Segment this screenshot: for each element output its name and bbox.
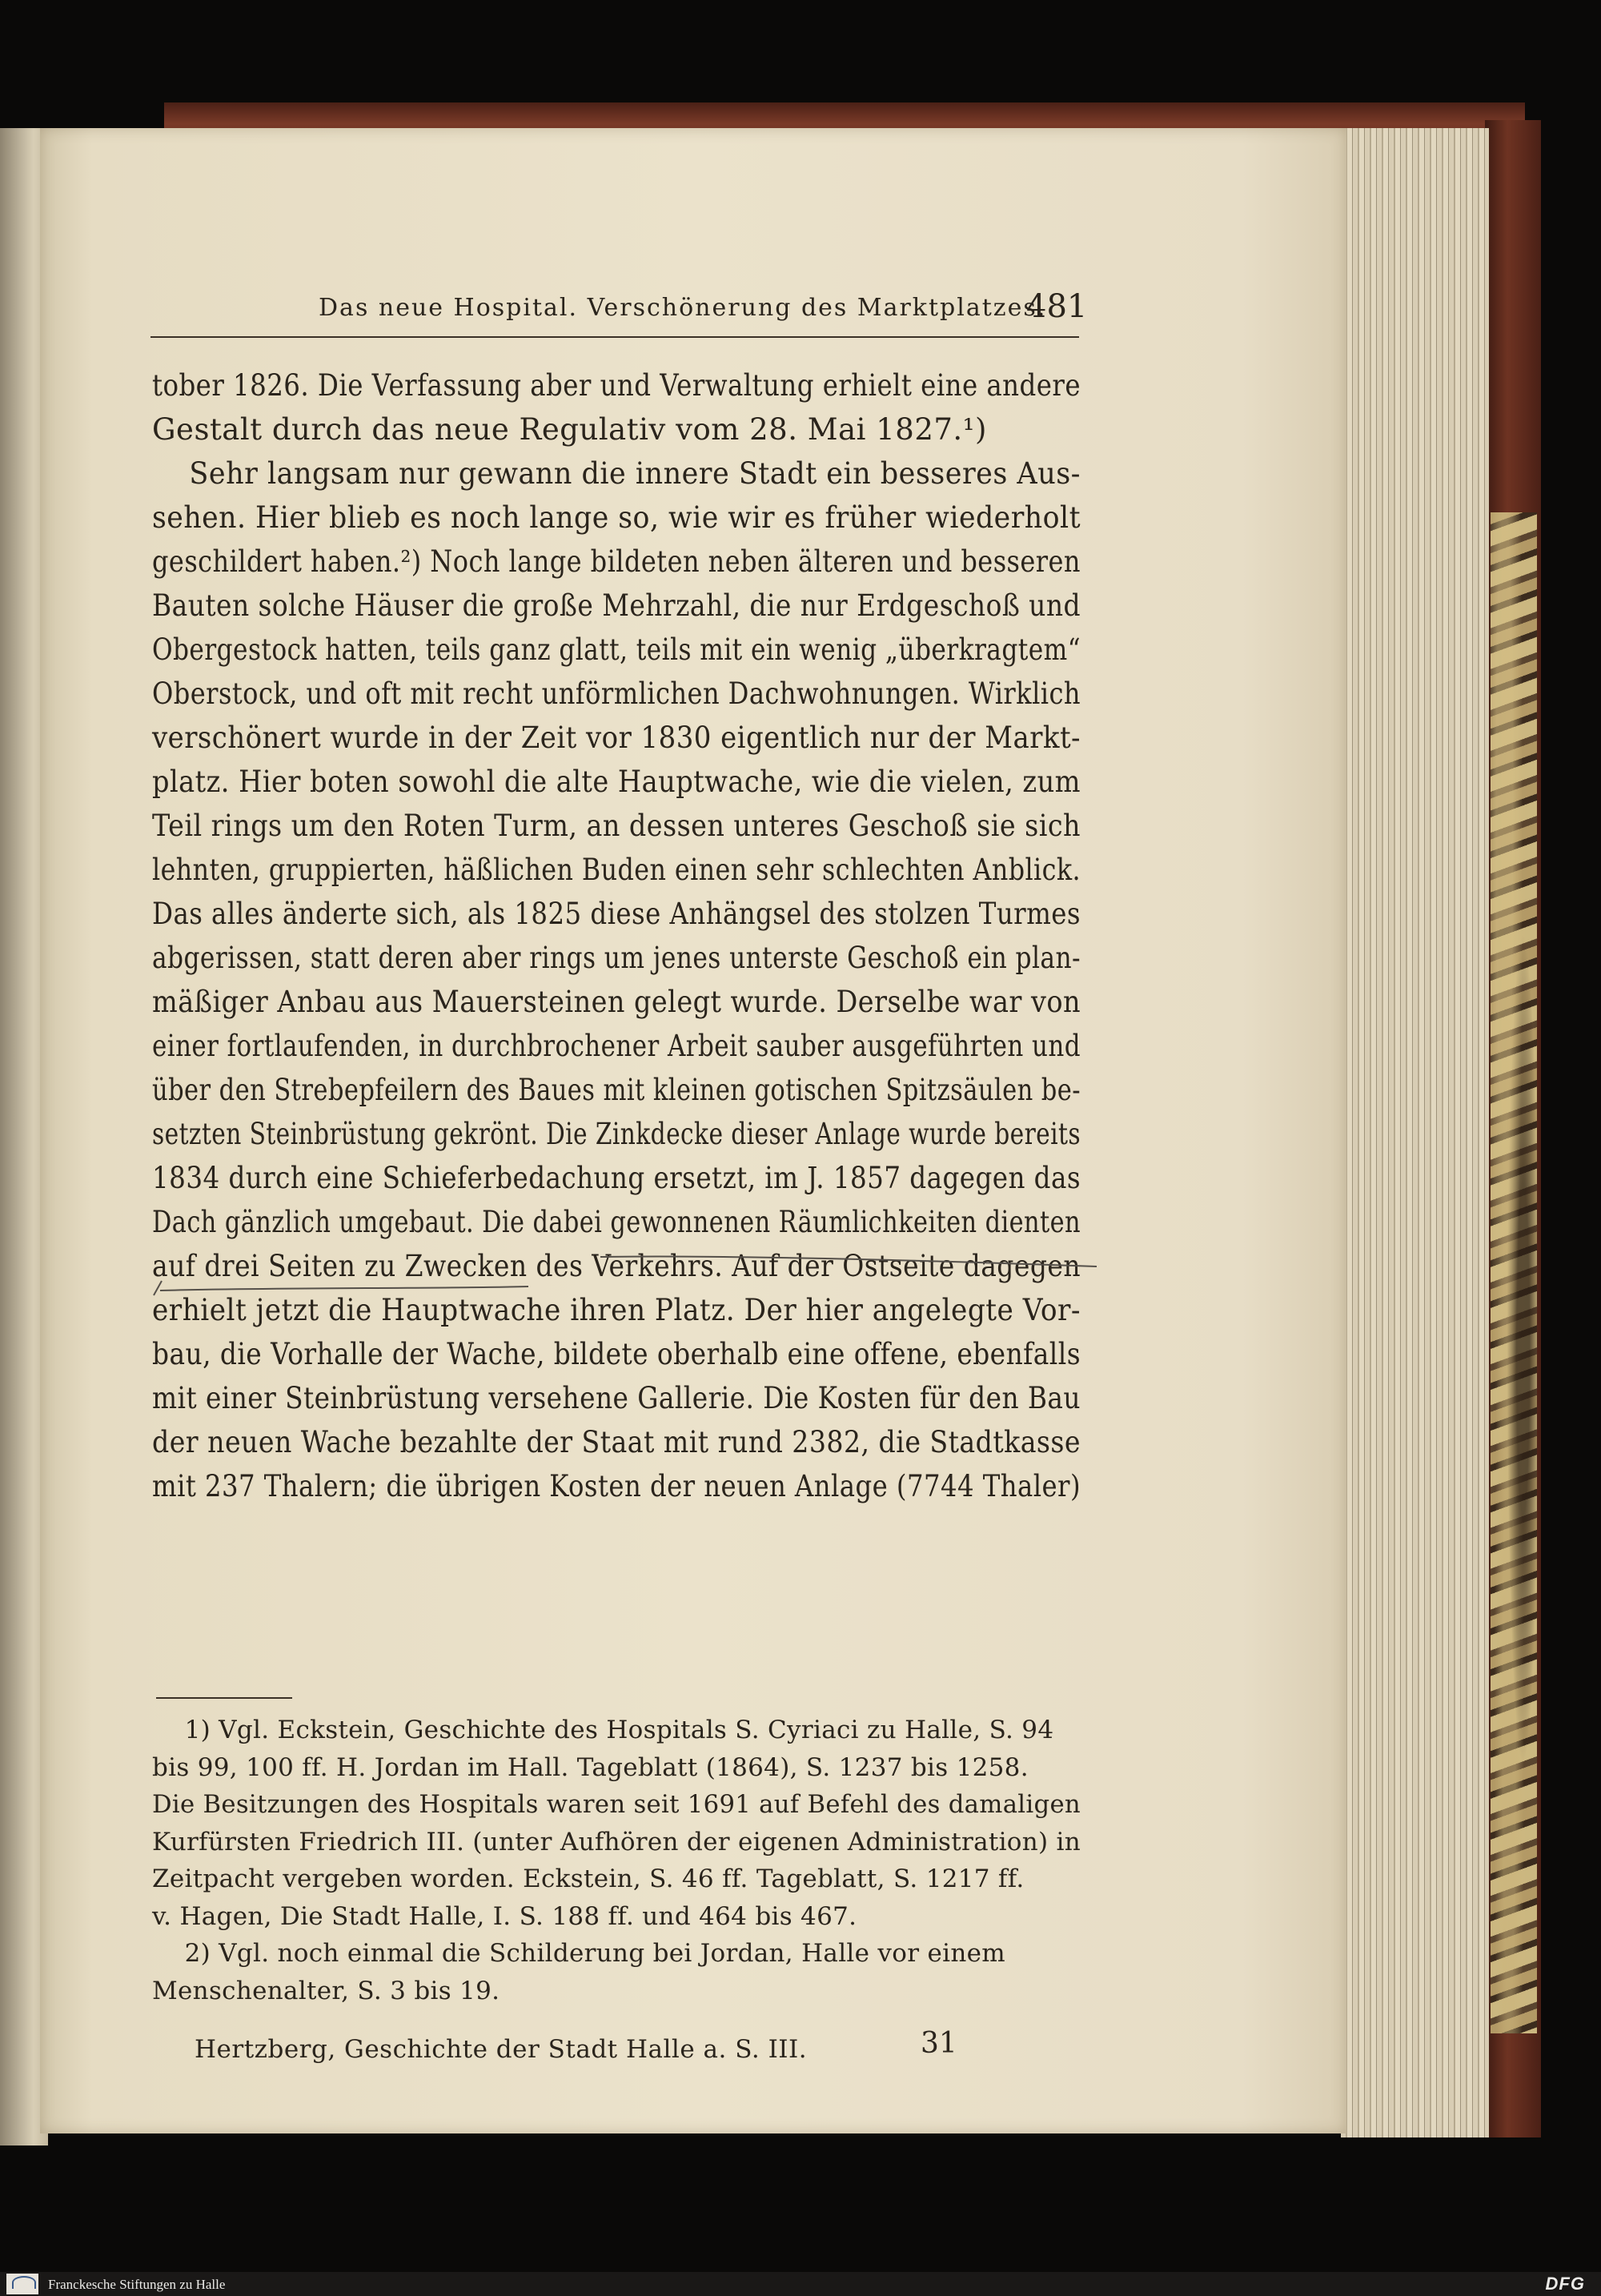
body-line: Oberstock, und oft mit recht unförmlichen Dachwohnungen. Wirklich (152, 676, 1081, 711)
body-line: Teil rings um den Roten Turm, an dessen unteres Geschoß sie sich (152, 809, 1081, 843)
pencil-underline (152, 1249, 1113, 1297)
footnote-line: Zeitpacht vergeben worden. Eckstein, S. 46 ff. Tageblatt, S. 1217 ff. (152, 1864, 1025, 1893)
body-line: Obergestock hatten, teils ganz glatt, teils mit ein wenig „überkragtem“ (152, 632, 1081, 667)
footnote-line: bis 99, 100 ff. H. Jordan im Hall. Tageblatt (1864), S. 1237 bis 1258. (152, 1752, 1029, 1782)
body-line: erhielt jetzt die Hauptwache ihren Platz. Der hier angelegte Vor- (152, 1293, 1081, 1327)
body-line: der neuen Wache bezahlte der Staat mit rund 2382, die Stadtkasse (152, 1425, 1081, 1459)
body-line: einer fortlaufenden, in durchbrochener Arbeit sauber ausgeführten und (152, 1029, 1081, 1063)
body-line: über den Strebepfeilern des Baues mit kleinen gotischen Spitzsäulen be- (152, 1073, 1081, 1107)
body-line: sehen. Hier blieb es noch lange so, wie wir es früher wiederholt (152, 500, 1081, 535)
body-line: Bauten solche Häuser die große Mehrzahl, die nur Erdgeschoß und (152, 588, 1081, 623)
book-page (40, 128, 1346, 2133)
running-head: Das neue Hospital. Verschönerung des Marktplatzes. (319, 294, 1047, 322)
dfg-logo: DFG (1545, 2274, 1585, 2294)
body-line: auf drei Seiten zu Zwecken des Verkehrs. Auf der Ostseite dagegen (152, 1249, 1081, 1283)
page-edges (1341, 128, 1489, 2137)
footnote-line: 1) Vgl. Eckstein, Geschichte des Hospitals S. Cyriaci zu Halle, S. 94 (152, 1716, 1054, 1744)
footnote-line: 2) Vgl. noch einmal die Schilderung bei Jordan, Halle vor einem (152, 1939, 1005, 1968)
footnote-line: Menschenalter, S. 3 bis 19. (152, 1976, 500, 2005)
body-line: lehnten, gruppierten, häßlichen Buden einen sehr schlechten Anblick. (152, 853, 1081, 887)
page-number: 481 (1026, 288, 1088, 325)
body-line: mit 237 Thalern; die übrigen Kosten der neuen Anlage (7744 Thaler) (152, 1469, 1081, 1503)
header-rule (150, 336, 1079, 338)
body-line: Das alles änderte sich, als 1825 diese Anhängsel des stolzen Turmes (152, 897, 1081, 931)
signature-mark: 31 (921, 2027, 957, 2060)
body-line: mit einer Steinbrüstung versehene Gallerie. Die Kosten für den Bau (152, 1381, 1081, 1415)
body-line: platz. Hier boten sowohl die alte Hauptwache, wie die vielen, zum (152, 765, 1081, 799)
footnote-line: Die Besitzungen des Hospitals waren seit 1691 auf Befehl des damaligen (152, 1790, 1081, 1819)
body-line: bau, die Vorhalle der Wache, bildete oberhalb eine offene, ebenfalls (152, 1337, 1081, 1371)
body-line: 1834 durch eine Schieferbedachung ersetzt, im J. 1857 dagegen das (152, 1161, 1081, 1195)
marbled-endpaper (1491, 512, 1537, 2033)
printer-imprint: Hertzberg, Geschichte der Stadt Halle a. S. III. (195, 2035, 808, 2064)
crest-icon (12, 2276, 36, 2289)
body-line: setzten Steinbrüstung gekrönt. Die Zinkdecke dieser Anlage wurde bereits (152, 1117, 1081, 1151)
footnote-line: v. Hagen, Die Stadt Halle, I. S. 188 ff. und 464 bis 467. (152, 1901, 857, 1931)
body-line: Dach gänzlich umgebaut. Die dabei gewonnenen Räumlichkeiten dienten (152, 1205, 1081, 1239)
body-line: verschönert wurde in der Zeit vor 1830 eigentlich nur der Markt- (152, 721, 1081, 755)
viewer-footer-bar (0, 2272, 1601, 2296)
body-line: abgerissen, statt deren aber rings um jenes unterste Geschoß ein plan- (152, 941, 1081, 975)
body-line: Sehr langsam nur gewann die innere Stadt ein besseres Aus- (152, 456, 1081, 491)
footnote-line: Kurfürsten Friedrich III. (unter Aufhören der eigenen Administration) in (152, 1827, 1081, 1856)
body-line: Gestalt durch das neue Regulativ vom 28. Mai 1827.¹) (152, 412, 987, 447)
footnote-rule (156, 1697, 292, 1699)
body-line: tober 1826. Die Verfassung aber und Verwaltung erhielt eine andere (152, 368, 1081, 403)
body-line: geschildert haben.²) Noch lange bildeten neben älteren und besseren (152, 544, 1081, 579)
body-line: mäßiger Anbau aus Mauersteinen gelegt wurde. Derselbe war von (152, 985, 1081, 1019)
institution-name: Franckesche Stiftungen zu Halle (48, 2277, 226, 2292)
